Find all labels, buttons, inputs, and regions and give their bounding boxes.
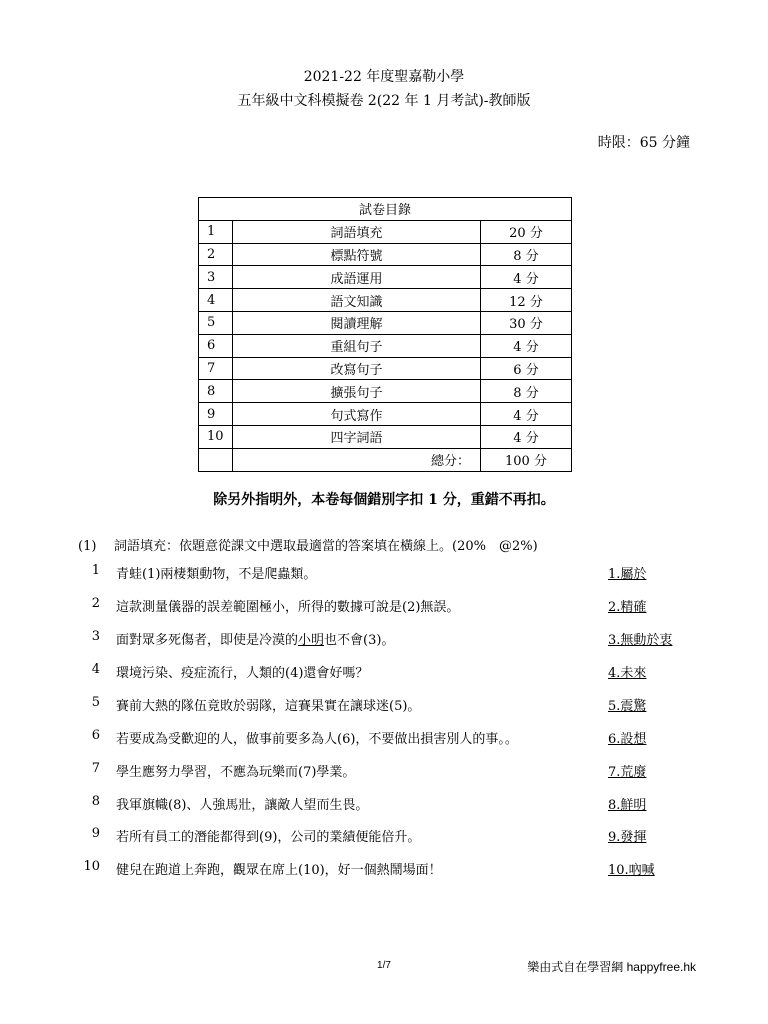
page-number: 1/7	[377, 960, 391, 971]
toc-section: 詞語填充	[233, 220, 481, 243]
toc-total-label: 總分：	[233, 448, 481, 471]
toc-num: 3	[199, 266, 233, 289]
toc-section: 句式寫作	[233, 403, 481, 426]
toc-score: 8 分	[481, 243, 572, 266]
toc-section: 改寫句子	[233, 357, 481, 380]
question-answer: 2.精確	[608, 600, 647, 615]
question-number: 7	[91, 761, 100, 776]
section-1-number: (1)	[78, 539, 97, 554]
table-row	[199, 266, 572, 289]
toc-caption: 試卷目錄	[199, 198, 572, 221]
toc-score: 20 分	[481, 220, 572, 243]
question-sentence: 這款測量儀器的誤差範圍極小，所得的數據可說是(2)無誤。	[116, 600, 460, 615]
toc-caption-row	[199, 198, 572, 221]
toc-num: 1	[199, 220, 233, 243]
toc-section: 語文知識	[233, 289, 481, 312]
question-number: 8	[91, 794, 100, 809]
toc-total-score: 100 分	[481, 448, 572, 471]
toc-score: 30 分	[481, 311, 572, 334]
toc-num: 5	[199, 311, 233, 334]
toc-num: 9	[199, 403, 233, 426]
sentence-before: 面對眾多死傷者，即使是冷漠的	[116, 633, 299, 648]
toc-table	[198, 197, 572, 472]
site-credit: 樂由式自在學習網 happyfree.hk	[527, 960, 696, 974]
toc-section: 四字詞語	[233, 425, 481, 448]
toc-score: 6 分	[481, 357, 572, 380]
section-1-header	[78, 535, 538, 554]
question-answer: 8.鮮明	[608, 798, 647, 813]
toc-section: 成語運用	[233, 266, 481, 289]
question-number: 9	[91, 826, 100, 841]
question-sentence: 若所有員工的潛能都得到(9)，公司的業績便能倍升。	[116, 830, 421, 845]
question-row	[78, 662, 690, 684]
question-sentence: 我軍旗幟(8)、人強馬壯，讓敵人望而生畏。	[116, 798, 369, 813]
toc-total-row	[199, 448, 572, 471]
question-sentence: 環境污染、疫症流行，人類的(4)還會好嗎？	[116, 666, 369, 681]
toc-num: 4	[199, 289, 233, 312]
table-row	[199, 289, 572, 312]
question-answer: 3.無動於衷	[608, 633, 673, 648]
question-sentence: 青蛙(1)兩棲類動物，不是爬蟲類。	[116, 567, 317, 582]
toc-empty-cell	[199, 448, 233, 471]
table-row	[199, 311, 572, 334]
question-row	[78, 629, 690, 651]
sentence-after: 也不會(3)。	[324, 633, 395, 648]
toc-score: 8 分	[481, 380, 572, 403]
question-row	[78, 794, 690, 816]
question-row	[78, 728, 690, 750]
question-sentence: 學生應努力學習，不應為玩樂而(7)學業。	[116, 765, 356, 780]
toc-section: 標點符號	[233, 243, 481, 266]
deduction-notice: 除另外指明外，本卷每個錯別字扣 1 分，重錯不再扣。	[213, 492, 555, 508]
question-answer: 10.吶喊	[608, 863, 655, 878]
question-answer: 4.未來	[608, 666, 647, 681]
question-sentence: 健兒在跑道上奔跑，觀眾在席上(10)，好一個熱鬧場面！	[116, 863, 442, 878]
toc-score: 4 分	[481, 425, 572, 448]
question-sentence	[116, 629, 394, 648]
table-row	[199, 243, 572, 266]
question-answer: 6.設想	[608, 732, 647, 747]
toc-section: 擴張句子	[233, 380, 481, 403]
question-sentence: 賽前大熱的隊伍竟敗於弱隊，這賽果實在讓球迷(5)。	[116, 699, 421, 714]
toc-num: 7	[199, 357, 233, 380]
question-row	[78, 761, 690, 783]
toc-score: 4 分	[481, 266, 572, 289]
question-answer: 9.發揮	[608, 830, 647, 845]
question-number: 10	[83, 859, 100, 874]
toc-score: 4 分	[481, 403, 572, 426]
toc-section: 重組句子	[233, 334, 481, 357]
underlined-name: 小明	[298, 633, 325, 648]
table-row	[199, 357, 572, 380]
toc-score: 4 分	[481, 334, 572, 357]
table-row	[199, 220, 572, 243]
question-number: 3	[91, 629, 100, 644]
section-1-instruction: 詞語填充：依題意從課文中選取最適當的答案填在橫線上。(20% @2%)	[114, 539, 538, 554]
toc-num: 6	[199, 334, 233, 357]
toc-section: 閱讀理解	[233, 311, 481, 334]
toc-num: 2	[199, 243, 233, 266]
question-row	[78, 859, 690, 881]
question-number: 4	[91, 662, 100, 677]
question-answer: 7.荒廢	[608, 765, 647, 780]
exam-title: 五年級中文科模擬卷 2(22 年 1 月考試)-教師版	[237, 93, 531, 109]
question-number: 1	[91, 563, 100, 578]
question-sentence: 若要成為受歡迎的人，做事前要多為人(6)，不要做出損害別人的事。。	[116, 732, 518, 747]
question-answer: 5.震驚	[608, 699, 647, 714]
question-answer: 1.屬於	[608, 567, 647, 582]
table-row	[199, 334, 572, 357]
toc-score: 12 分	[481, 289, 572, 312]
table-row	[199, 380, 572, 403]
question-row	[78, 596, 690, 618]
school-title: 2021-22 年度聖嘉勒小學	[303, 69, 465, 85]
toc-num: 8	[199, 380, 233, 403]
question-number: 6	[91, 728, 100, 743]
question-row	[78, 826, 690, 848]
table-row	[199, 425, 572, 448]
question-row	[78, 563, 690, 585]
question-number: 2	[91, 596, 100, 611]
toc-num: 10	[199, 425, 233, 448]
time-limit: 時限：65 分鐘	[597, 135, 690, 151]
question-number: 5	[91, 695, 100, 710]
question-row	[78, 695, 690, 717]
table-row	[199, 403, 572, 426]
